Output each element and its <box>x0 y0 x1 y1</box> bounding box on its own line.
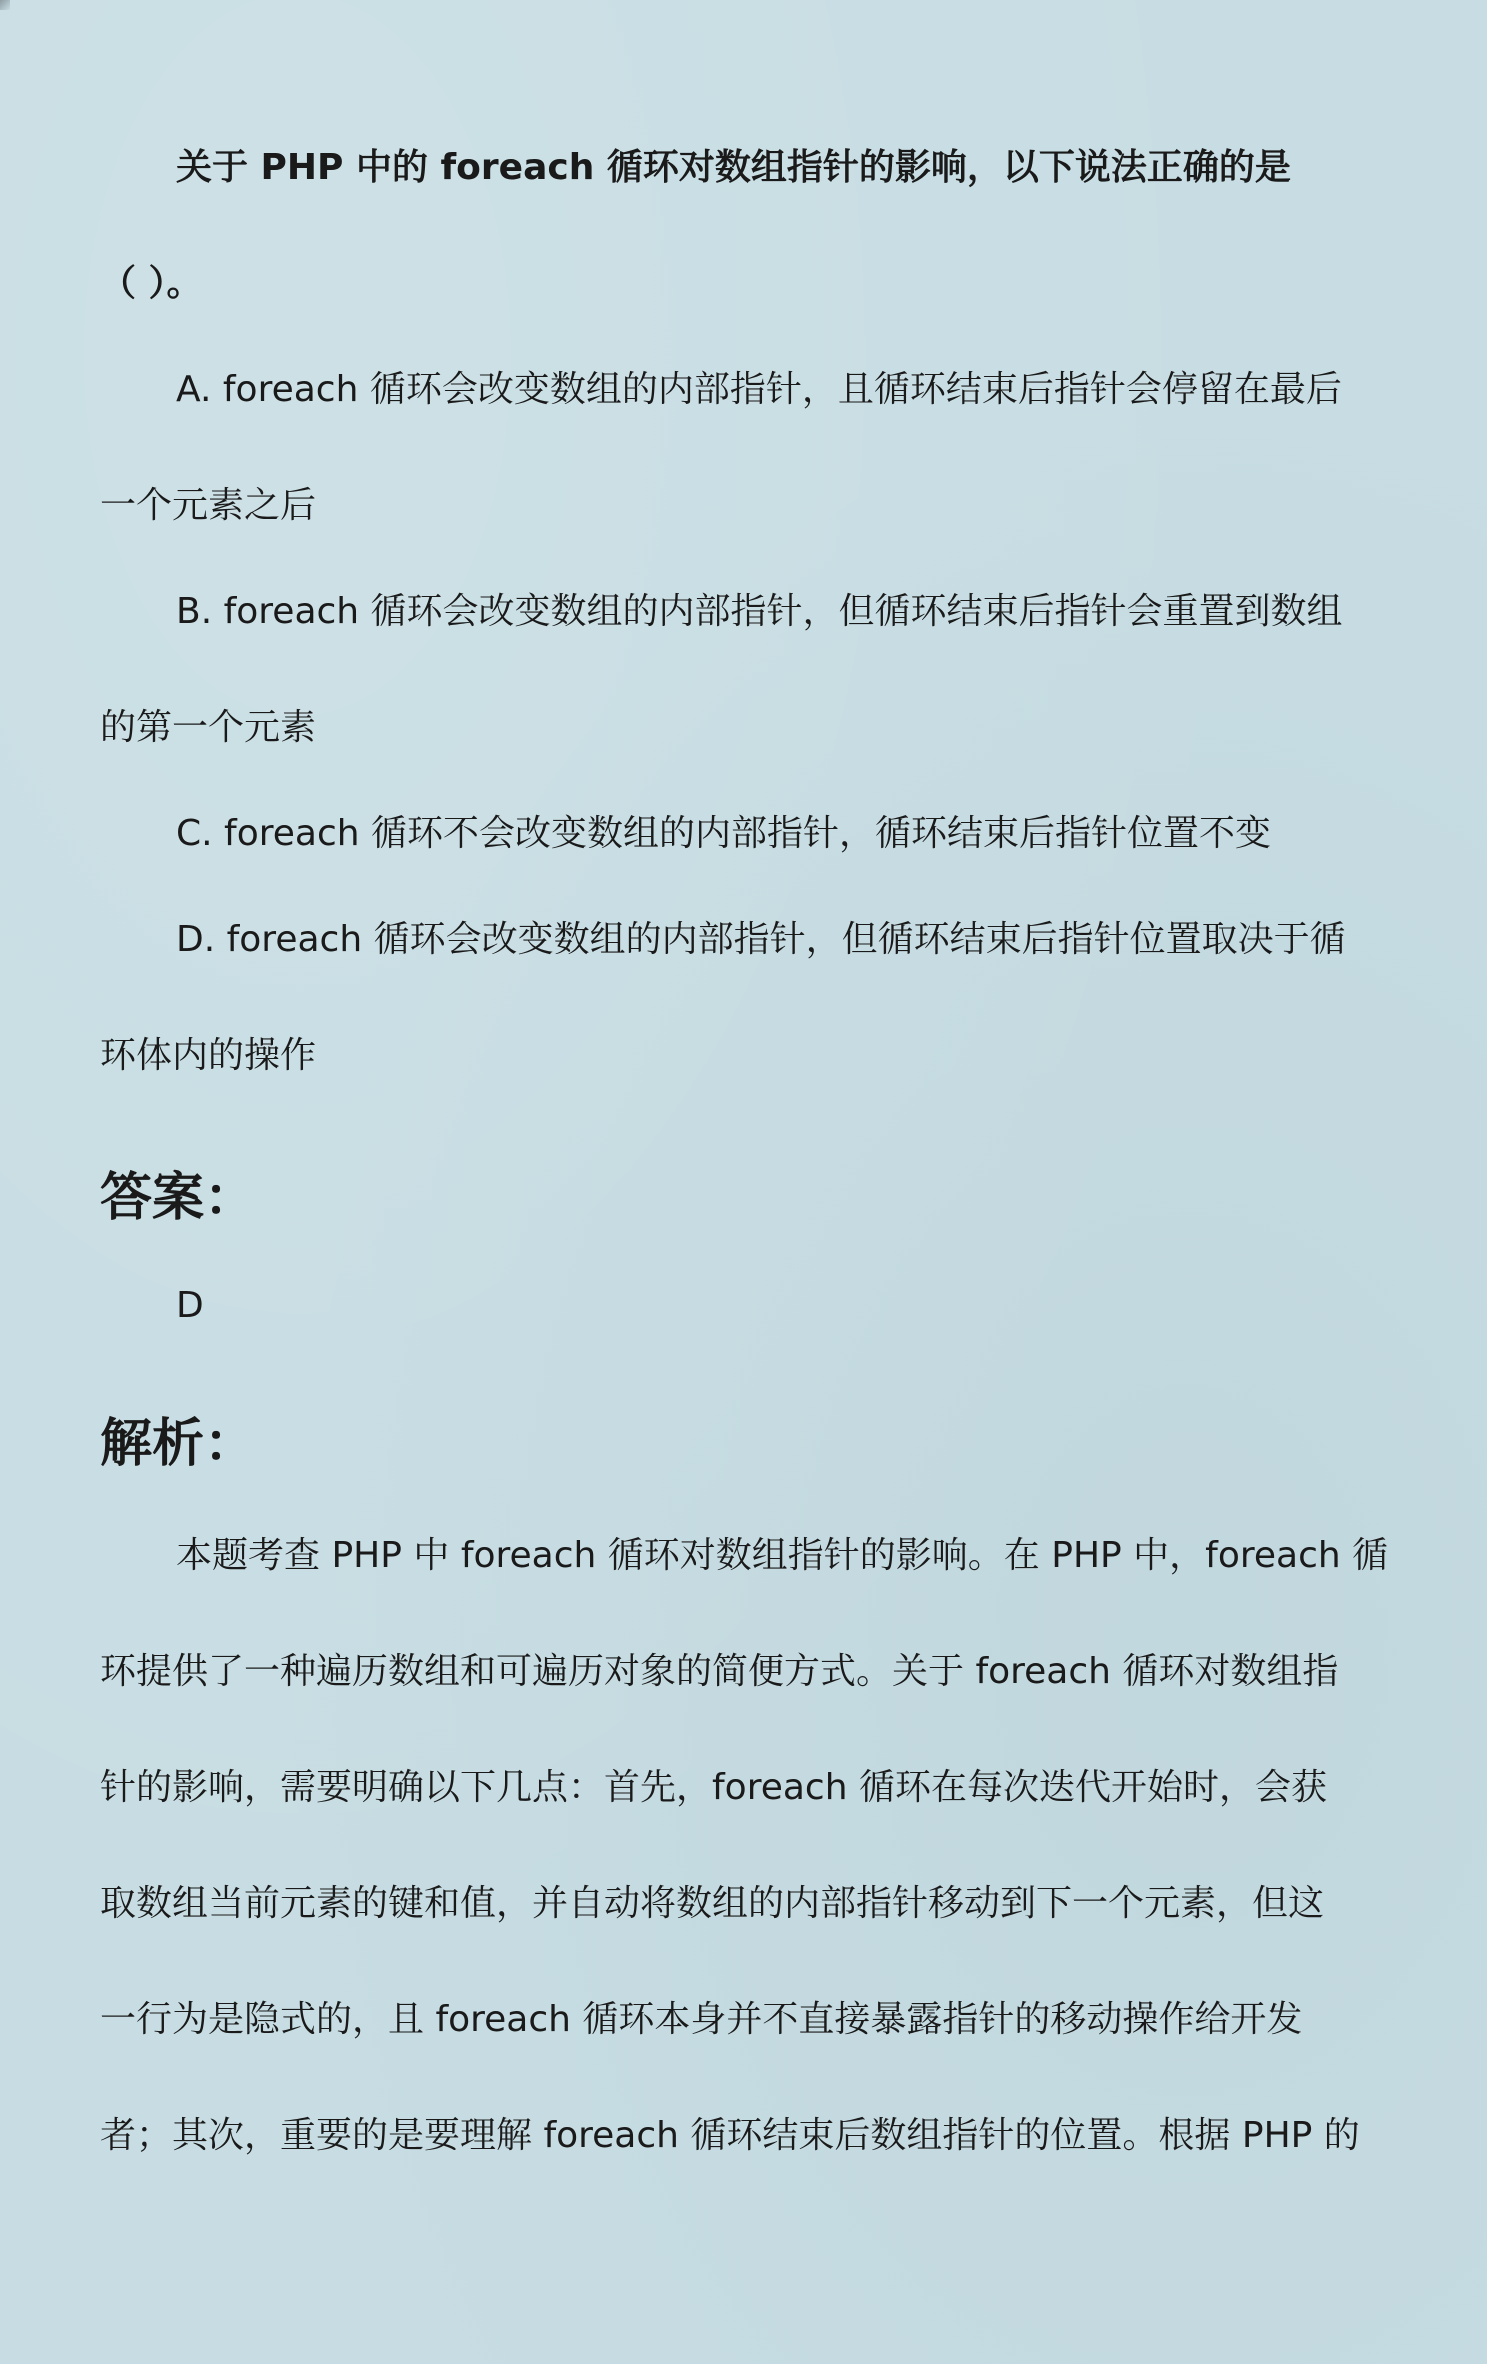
option-c-line-1: C. foreach 循环不会改变数组的内部指针，循环结束后指针位置不变 <box>176 813 1271 854</box>
analysis-line: 者；其次，重要的是要理解 foreach 循环结束后数组指针的位置。根据 PHP 的 <box>100 2115 1360 2156</box>
analysis-line: 针的影响，需要明确以下几点：首先，foreach 循环在每次迭代开始时，会获 <box>100 1767 1327 1808</box>
question-line-1: 关于 PHP 中的 foreach 循环对数组指针的影响，以下说法正确的是 <box>176 147 1291 188</box>
option-d-line-2: 环体内的操作 <box>100 1035 317 1076</box>
question-line-2: （ ）。 <box>100 263 203 304</box>
analysis-line: 取数组当前元素的键和值，并自动将数组的内部指针移动到下一个元素，但这 <box>100 1883 1325 1924</box>
option-a-line-1: A. foreach 循环会改变数组的内部指针，且循环结束后指针会停留在最后 <box>176 369 1342 410</box>
option-d-line-1: D. foreach 循环会改变数组的内部指针，但循环结束后指针位置取决于循 <box>176 919 1346 960</box>
analysis-line: 本题考查 PHP 中 foreach 循环对数组指针的影响。在 PHP 中，foreach 循 <box>176 1535 1389 1576</box>
option-b-line-2: 的第一个元素 <box>100 707 317 748</box>
option-b-line-1: B. foreach 循环会改变数组的内部指针，但循环结束后指针会重置到数组 <box>176 591 1343 632</box>
answer-value: D <box>176 1285 204 1326</box>
option-a-line-2: 一个元素之后 <box>100 485 317 526</box>
page-corner-fold <box>0 0 10 10</box>
analysis-line: 一行为是隐式的，且 foreach 循环本身并不直接暴露指针的移动操作给开发 <box>100 1999 1303 2040</box>
answer-heading: 答案： <box>100 1168 257 1228</box>
analysis-line: 环提供了一种遍历数组和可遍历对象的简便方式。关于 foreach 循环对数组指 <box>100 1651 1339 1692</box>
analysis-heading: 解析： <box>100 1414 257 1474</box>
